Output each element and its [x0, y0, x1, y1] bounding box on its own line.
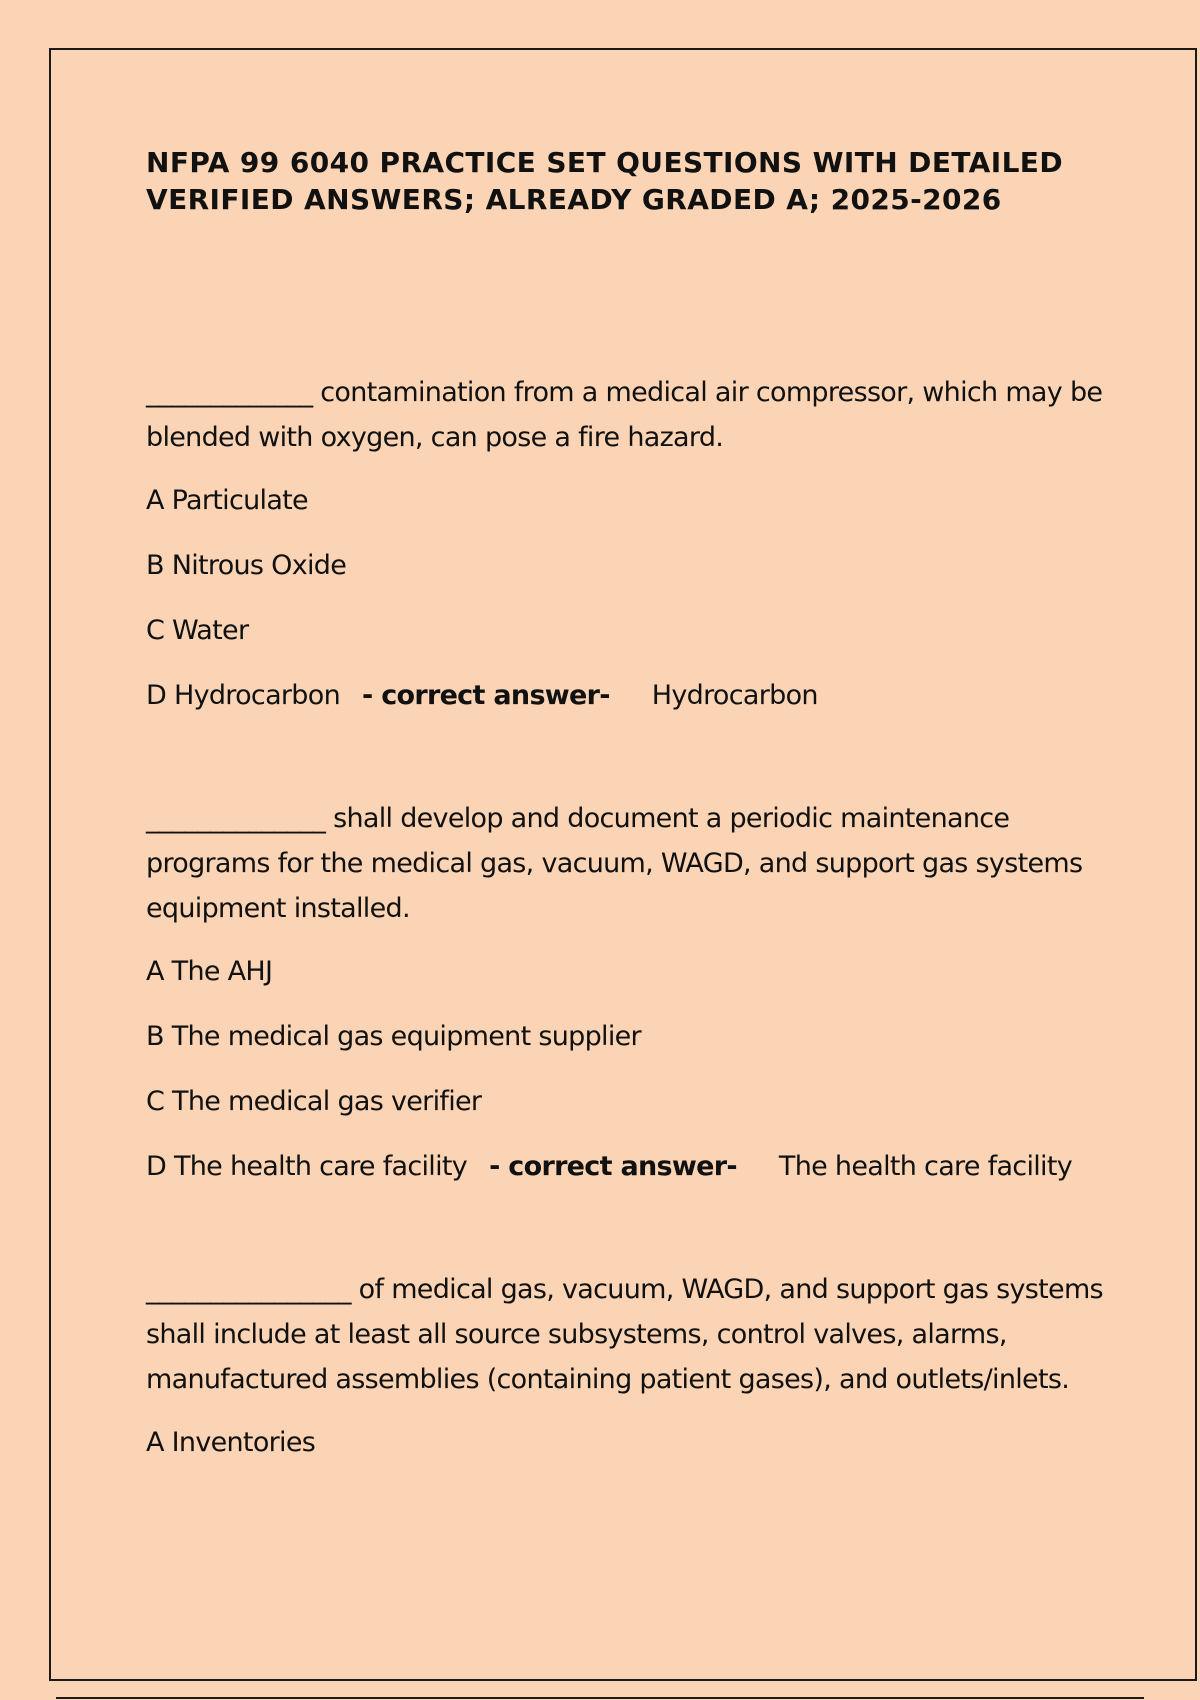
answer-option: D The health care facility — [146, 1151, 468, 1182]
document-body — [146, 144, 1126, 1465]
answer-option: B The medical gas equipment supplier — [146, 1021, 641, 1052]
answer-option: D Hydrocarbon — [146, 680, 340, 711]
correct-answer-text: Hydrocarbon — [651, 680, 818, 711]
question-block — [146, 370, 1126, 718]
correct-answer-text: The health care facility — [778, 1151, 1073, 1182]
footer-rule — [56, 1697, 1144, 1699]
question-block — [146, 1267, 1126, 1465]
correct-answer-label: - correct answer- — [361, 680, 610, 711]
answer-option-with-key — [146, 1144, 1126, 1189]
correct-answer-label: - correct answer- — [489, 1151, 737, 1182]
question-prompt: ______________ shall develop and document a periodic maintenance programs for the medical gas, vacuum, WAGD, and support gas systems equipment installed. — [146, 803, 1083, 924]
document-title: NFPA 99 6040 PRACTICE SET QUESTIONS WITH DETAILED VERIFIED ANSWERS; ALREADY GRADED A; 2025-2026 — [146, 146, 1063, 216]
answer-option: A Particulate — [146, 485, 308, 516]
answer-option-with-key — [146, 673, 1126, 718]
question-block — [146, 796, 1126, 1189]
answer-option: C The medical gas verifier — [146, 1086, 482, 1117]
question-prompt: _____________ contamination from a medical air compressor, which may be blended with oxygen, can pose a fire hazard. — [146, 377, 1103, 453]
answer-option: A Inventories — [146, 1427, 316, 1458]
question-prompt: ________________ of medical gas, vacuum, WAGD, and support gas systems shall include at least all source subsystems, control valves, alarms, manufactured assemblies (containing patient gases), and outlets/inlets. — [146, 1274, 1103, 1395]
answer-option: B Nitrous Oxide — [146, 550, 347, 581]
answer-option: A The AHJ — [146, 956, 273, 987]
answer-option: C Water — [146, 615, 249, 646]
